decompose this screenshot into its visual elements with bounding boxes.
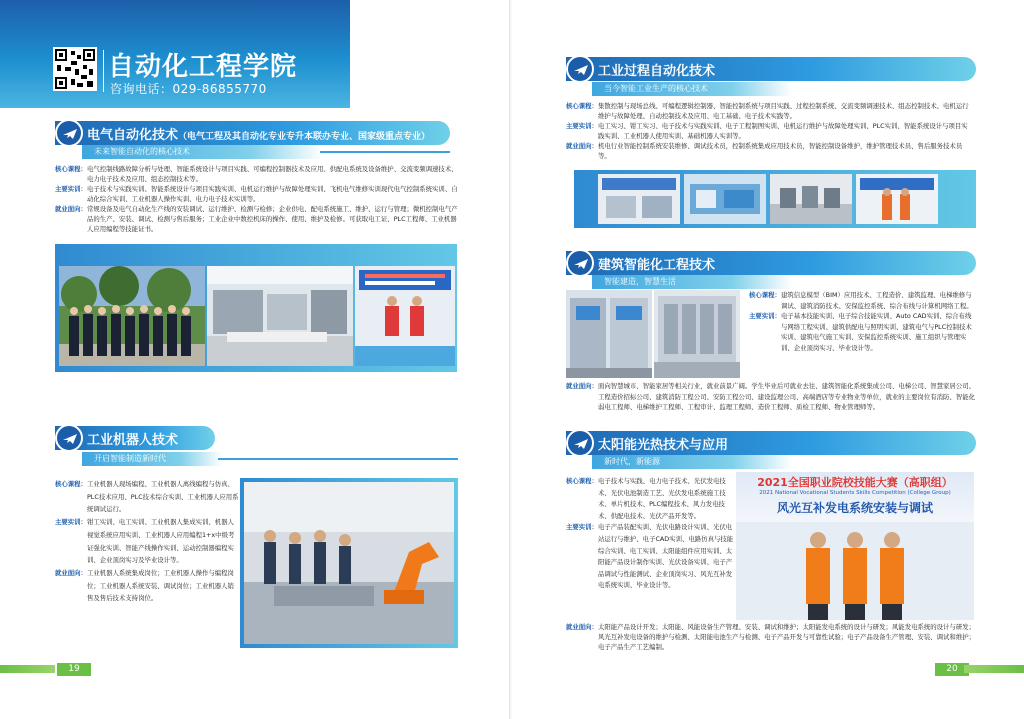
- section-subtitle: 智能建造，智慧生活: [592, 275, 792, 289]
- section-subtitle: 未来智能自动化的核心技术: [82, 145, 322, 159]
- photo-strip: [240, 478, 458, 648]
- section-title: 电气自动化技术: [87, 128, 179, 143]
- building-lab-photo: [654, 290, 740, 378]
- photo-strip: [55, 244, 457, 372]
- process-photo: [598, 174, 680, 224]
- photo-strip: [574, 170, 976, 228]
- section-header-electrical: [55, 121, 450, 145]
- section-body-robotics: 核心课程： 工业机器人现场编程、工业机器人离线编程与仿真、PLC技术应用、PLC技术综合实训、工业机器人应用系统调试运行。 主要实训： 钳工实训、电工实训、工业机器人集成实训、机器人视觉系统应用实训、工业机器人应用编程1+x中级考证强化实训、智能产线操作实训、运动控制器编程实训、企业顶岗实习及毕业设计等。 就业面向： 工业机器人系统集成岗位；工业机器人操作与编程岗位；工业机器人系统安装、调试岗位；工业机器人销售及售后技术支持岗位。: [55, 480, 239, 603]
- section-subtitle: 新时代，新能源: [592, 455, 792, 469]
- section-title-note: （电气工程及其自动化专业专升本联办专业、国家级重点专业）: [178, 132, 431, 142]
- section-body-building: 核心课程： 建筑信息模型（BIM）应用技术、工程造价、建筑监理、电梯维修与调试、建筑消防技术、安保监控系统、综合布线与计算机网络工程。 主要实训： 电子基本技能实训、电子综合技能实训、Auto CAD实训、综合布线与网络工程实训、建筑供配电与照明实训、建筑电气与PLC控制技术实训、建筑电气施工实训、安保监控系统实训、施工组织与管理实训、企业顶岗实习、毕业设计等。: [749, 291, 973, 352]
- airplane-icon: [55, 119, 83, 147]
- competition-banner-photo: [736, 472, 974, 620]
- section-title: 工业机器人技术: [87, 433, 179, 448]
- section-title: 工业过程自动化技术: [598, 64, 716, 79]
- banner-event: 风光互补发电系统安装与调试: [776, 501, 933, 515]
- robot-lab-photo: [244, 482, 454, 644]
- section-header-building: [566, 251, 976, 275]
- qr-code-icon: [55, 49, 95, 89]
- lab-photo: [207, 266, 353, 366]
- page-number: 20: [935, 663, 969, 676]
- banner-subtitle-en: 2021 National Vocational Students Skills Competition (College Group): [759, 490, 951, 496]
- process-photo: [770, 174, 852, 224]
- section-body-building-jobs: 就业面向： 面向智慧城市、智能家居等相关行业，就业前景广阔。学生毕业后可就业去往、建筑智能化系统集成公司、电梯公司、智慧家居公司、工程造价招标公司、建筑消防工程公司、安防工程公司、建设监理公司、高端酒店等专业物业等单位，就业的主要岗位有消防、智能化弱电工程师、电梯维护工程师、工程审计、监理工程师、造价工程师、质检工程师、物业管理师等。: [566, 382, 975, 412]
- section-header-solar: [566, 431, 976, 455]
- process-photo: [856, 174, 938, 224]
- section-body-solar-jobs: 就业面向： 太阳能产品设计开发；太阳能、风能设备生产管理、安装、调试和维护；太阳能发电系统的设计与研发；风能发电系统的设计与研发；风光互补发电设备的维护与检测、太阳能电池生产与检测、电子产品开发与可靠性试验；电子产品设备生产管理、安装、调试和维护；电子产品生产工艺编制。: [566, 623, 975, 651]
- section-body-solar: 核心课程： 电子技术与实践、电力电子技术、光伏发电技术、光伏电池制造工艺、光伏发电系统施工技术、单片机技术、PLC编程技术、风力发电技术、供配电技术、光伏产品开发等。 主要实训： 电子产品装配实训、光伏电路设计实训、光伏电站运行与维护、电子CAD实训、电路仿真与技能综合实训、电工实训、太阳能组件应用实训、太阳能产品设计制作实训、光伏设备实训、电子产品调试与性能测试、企业顶岗实习、风光互补发电系统实训、毕业设计等。: [566, 477, 734, 590]
- section-subtitle: 当今智能工业生产的核心技术: [592, 82, 792, 96]
- section-body-electrical: 核心课程： 电气控制线路故障分析与处理、智能系统设计与项目实践、可编程控制器技术及应用、供配电系统及设备维护、交流变频调速技术、电力电子技术及应用、组态控制技术等。 主要实训： 电子技术与实践实训、智能系统设计与项目实践实训、电机运行维护与故障处理实训、飞机电气维修实训现代电气控制系统实训、自动化综合实训、工业机器人操作实训、电力电子技术实训等。 就业面向： 常规设备及电气自动化生产线的安装调试、运行维护、检测与检修；企业供电、配电系统施工、维护、运行与管理；微机控制电气产品的生产、安装、调试、检测与售后服务；工业企业中数控机床的操作、使用、维护及检修。可获取电工证、PLC工程师、工业机器人应用编程等技能证书。: [55, 165, 458, 233]
- section-subtitle: 开启智能制造新时代: [82, 452, 222, 466]
- students-illustration: [736, 522, 974, 620]
- building-lab-photo: [566, 290, 652, 378]
- section-header-process: [566, 57, 976, 81]
- competition-photo: [355, 266, 455, 366]
- team-photo: [59, 266, 205, 366]
- section-title: 太阳能光热技术与应用: [598, 438, 729, 453]
- airplane-icon: [566, 249, 594, 277]
- right-page: [512, 0, 1024, 719]
- school-name: 自动化工程学院: [108, 52, 298, 82]
- airplane-icon: [566, 429, 594, 457]
- process-photo: [684, 174, 766, 224]
- section-body-process: 核心课程： 集散控制与现场总线、可编程逻辑控制器、智能控制系统与项目实践、过程控制系统、交流变频调速技术、组态控制技术、电机运行维护与故障处理、自动控制技术及应用、电工基础、电子技术实践等。 主要实训： 电工实习、钳工实习、电子技术与实践实训、电子工程制图实训、电机运行维护与故障处理实训、PLC实训、智能系统设计与项目实践实训、工业机器人使用实训、基础机器人实训等。 就业面向： 机电行业智能控制系统安装维修、调试技术员，控制系统集成应用技术员，智能控制设备维护，维护管理技术员、售后服务技术员等。: [566, 102, 969, 160]
- page-number: 19: [57, 663, 91, 676]
- section-header-robotics: [55, 426, 215, 450]
- airplane-icon: [55, 424, 83, 452]
- airplane-icon: [566, 55, 594, 83]
- photo-strip: [566, 290, 746, 380]
- banner-title: 2021全国职业院校技能大赛（高职组）: [757, 476, 953, 489]
- qr-code[interactable]: [53, 47, 97, 91]
- phone-number: 咨询电话：029-86855770: [110, 82, 267, 96]
- section-title: 建筑智能化工程技术: [598, 258, 716, 273]
